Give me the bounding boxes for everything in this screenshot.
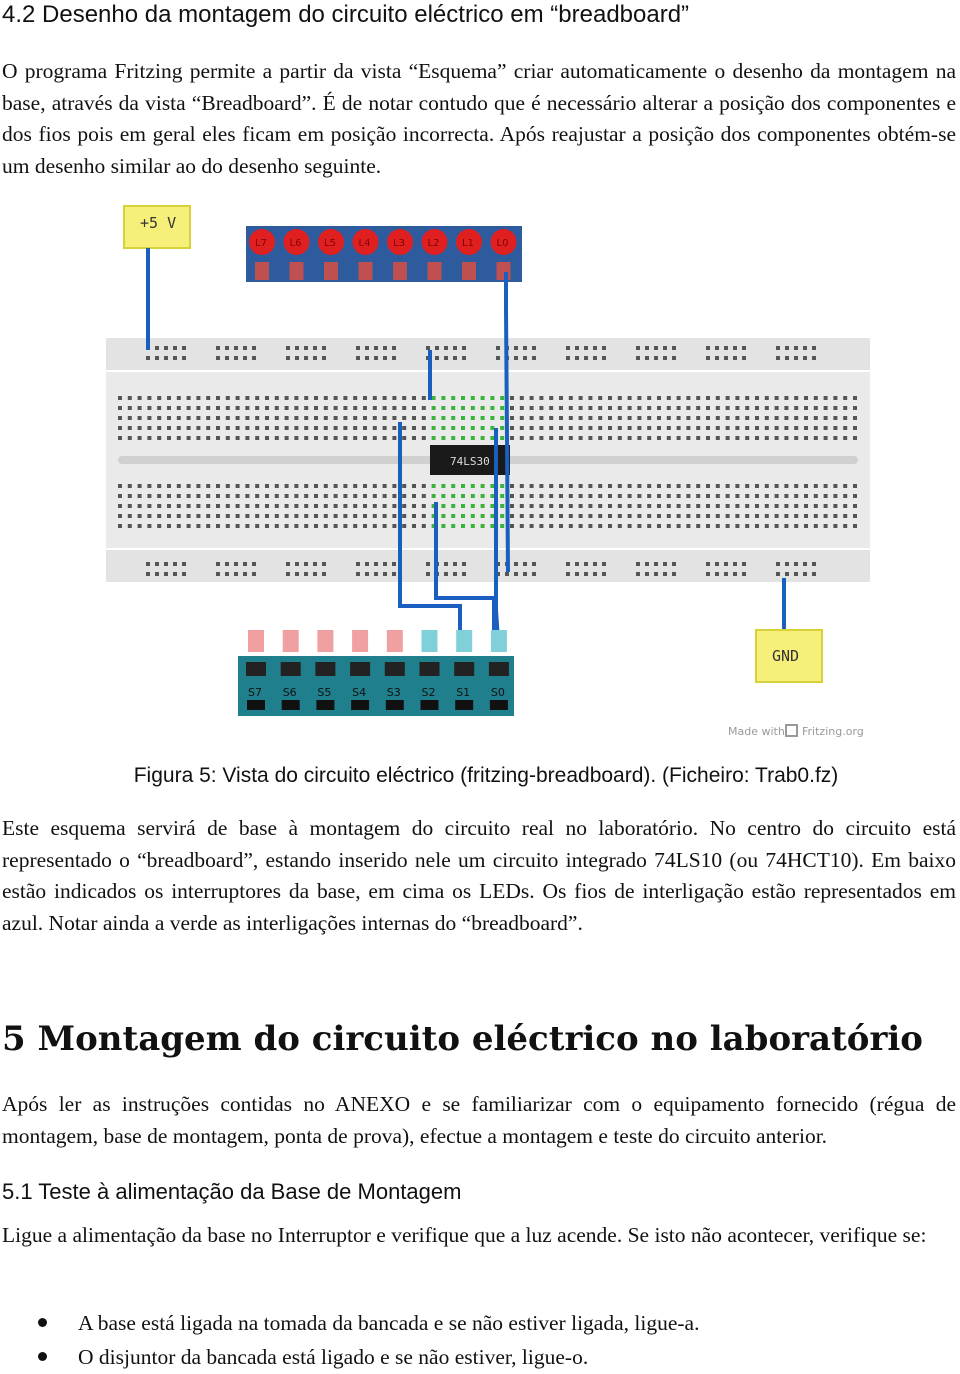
svg-text:L4: L4 <box>358 238 371 249</box>
figure-caption: Figura 5: Vista do circuito eléctrico (fritzing-breadboard). (Ficheiro: Trab0.fz) <box>133 764 839 787</box>
svg-text:S0: S0 <box>490 686 505 699</box>
bullet-icon <box>38 1352 47 1361</box>
power-label: +5 V <box>140 214 177 232</box>
list-item: A base está ligada na tomada da bancada e se não estiver ligada, ligue-a. <box>0 1306 960 1340</box>
section-5-1-paragraph: Ligue a alimentação da base no Interruptor e verifique que a luz acende. Se isto não acontecer, verifique se: <box>2 1223 927 1247</box>
svg-text:L0: L0 <box>496 238 509 249</box>
chip-label: 74LS30 <box>450 455 490 468</box>
breadboard-bottom-rail <box>106 550 870 582</box>
svg-text:L1: L1 <box>462 238 474 249</box>
fritzing-icon <box>786 725 797 736</box>
power-label-box <box>124 206 190 248</box>
svg-text:L5: L5 <box>324 238 336 249</box>
svg-text:L7: L7 <box>255 238 267 249</box>
ground-label-box <box>756 630 822 682</box>
svg-text:S1: S1 <box>456 686 471 699</box>
svg-text:S6: S6 <box>282 686 297 699</box>
section-5-1-title: 5.1 Teste à alimentação da Base de Montagem <box>2 1179 462 1204</box>
svg-text:S5: S5 <box>317 686 332 699</box>
svg-text:L3: L3 <box>393 238 405 249</box>
section-5-title: 5 Montagem do circuito eléctrico no laboratório <box>2 1019 923 1059</box>
svg-text:S2: S2 <box>421 686 436 699</box>
section-5-paragraph: Após ler as instruções contidas no ANEXO e se familiarizar com o equipamento fornecido (régua de montagem, base de montagem, ponta de prova), efectue a montagem e teste do circuito anterior. <box>2 1092 956 1148</box>
svg-text:S7: S7 <box>248 686 262 699</box>
svg-text:L2: L2 <box>427 238 440 249</box>
bullet-icon <box>38 1318 47 1327</box>
svg-text:L6: L6 <box>289 238 302 249</box>
list-item: O disjuntor da bancada está ligado e se não estiver, ligue-o. <box>0 1340 960 1374</box>
breadboard-top-rail <box>106 338 870 370</box>
made-with-text: Made with <box>728 725 785 738</box>
checklist <box>0 1306 960 1374</box>
intro-paragraph: O programa Fritzing permite a partir da vista “Esquema” criar automaticamente o desenho da montagem na base, através da vista “Breadboard”. É de notar contudo que é necessário alterar a posição dos componentes e dos fios pois em geral eles ficam em posição incorrecta. Após reajustar a posição dos componentes obtém-se um desenho similar ao do desenho seguinte. <box>2 59 956 178</box>
section-4-2-title: 4.2 Desenho da montagem do circuito eléctrico em “breadboard” <box>2 1 690 28</box>
svg-text:S3: S3 <box>386 686 401 699</box>
fritzing-text: Fritzing.org <box>802 725 864 738</box>
ground-label: GND <box>772 647 800 665</box>
breadboard-figure <box>100 200 880 745</box>
svg-text:S4: S4 <box>352 686 367 699</box>
description-paragraph: Este esquema servirá de base à montagem do circuito real no laboratório. No centro do circuito está representado o “breadboard”, estando inserido nele um circuito integrado 74LS10 (ou 74HCT10). Em baixo estão indicados os interruptores da base, em cima os LEDs. Os fios de interligação estão representados em azul. Notar ainda a verde as interligações internas do “breadboard”. <box>2 816 956 935</box>
